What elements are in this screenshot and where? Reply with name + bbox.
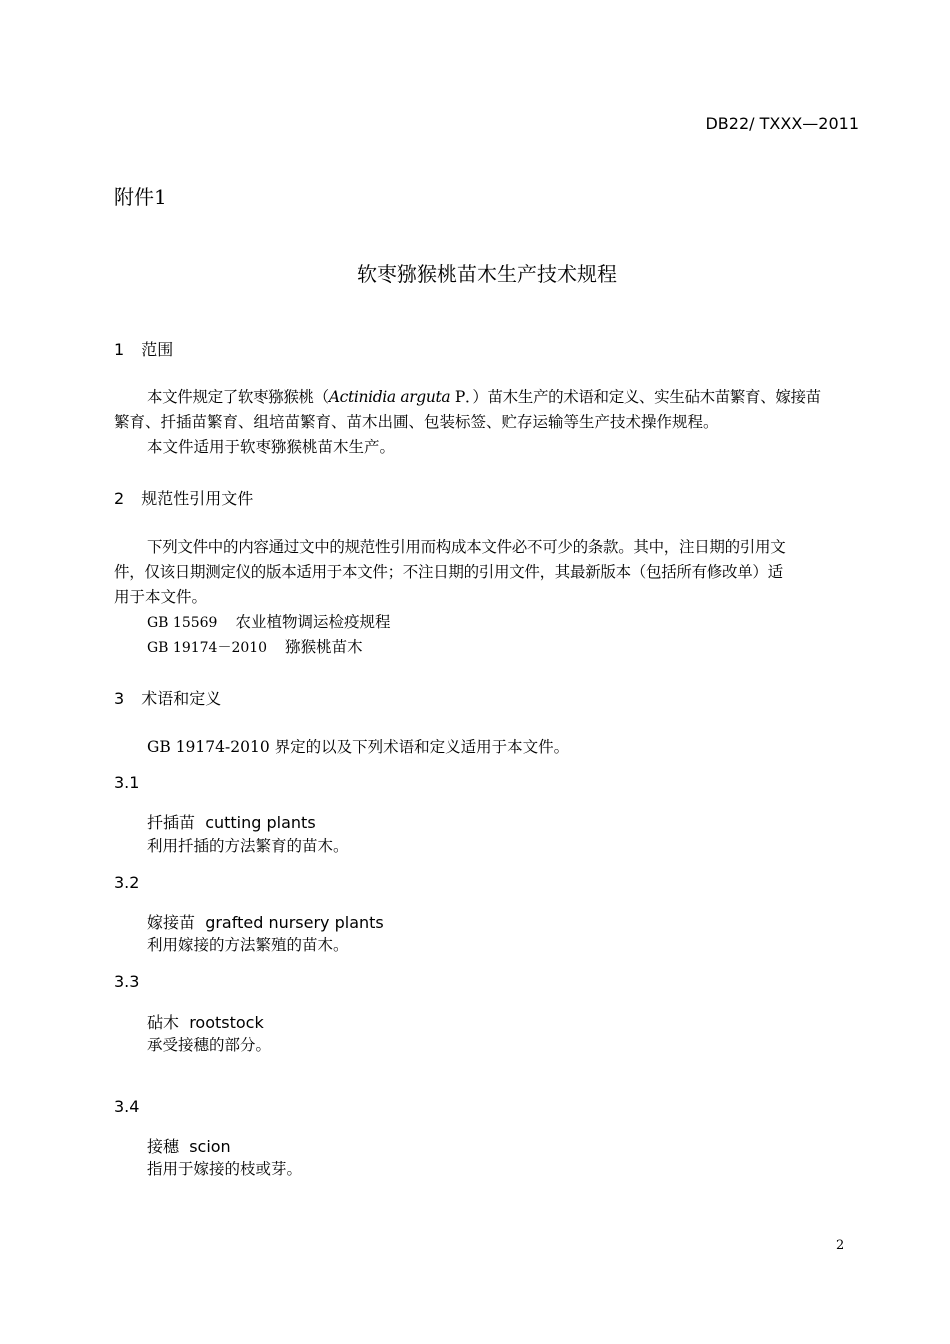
term-en: scion (189, 1137, 231, 1156)
term-en: rootstock (189, 1013, 264, 1032)
section-2-heading (114, 486, 253, 509)
term-definition: 利用扦插的方法繁育的苗木。 (147, 837, 349, 855)
references-line-1: 下列文件中的内容通过文中的规范性引用而构成本文件必不可少的条款。其中，注日期的引用文 (147, 538, 786, 556)
section-title: 术语和定义 (141, 689, 222, 708)
section-number: 2 (114, 489, 125, 508)
text: 本文件规定了软枣猕猴桃（ (147, 388, 329, 406)
reference-title: 农业植物调运检疫规程 (235, 613, 391, 631)
term-heading (147, 910, 384, 933)
annex-number: 1 (154, 185, 167, 209)
section-number: 1 (114, 340, 125, 359)
term-heading (147, 1010, 264, 1033)
reference-item (147, 610, 390, 632)
scope-paragraph-2: 本文件适用于软枣猕猴桃苗木生产。 (147, 438, 396, 456)
species-name: Actinidia arguta (328, 388, 451, 406)
section-title: 规范性引用文件 (141, 489, 254, 508)
section-number: 3 (114, 689, 125, 708)
term-zh: 砧木 (147, 1013, 180, 1032)
page-number: 2 (836, 1238, 845, 1253)
term-heading (147, 810, 316, 833)
scope-paragraph-line-2: 繁育、扦插苗繁育、组培苗繁育、苗木出圃、包装标签、贮存运输等生产技术操作规程。 (114, 413, 719, 431)
section-1-heading (114, 337, 173, 360)
document-code: DB22/ TXXX—2011 (705, 114, 859, 133)
term-number: 3.4 (114, 1097, 140, 1116)
document-title: 软枣猕猴桃苗木生产技术规程 (357, 262, 617, 286)
annex-text: 附件 (114, 185, 154, 209)
reference-code: GB 19174－2010 (147, 640, 268, 656)
references-line-2: 件，仅该日期测定仪的版本适用于本文件；不注日期的引用文件，其最新版本（包括所有修改单）适 (114, 563, 783, 581)
term-en: grafted nursery plants (205, 913, 384, 932)
section-3-heading (114, 686, 221, 709)
term-heading (147, 1134, 231, 1157)
terms-intro: GB 19174-2010 界定的以及下列术语和定义适用于本文件。 (147, 738, 570, 756)
term-zh: 接穗 (147, 1137, 180, 1156)
term-number: 3.1 (114, 773, 140, 792)
section-title: 范围 (141, 340, 174, 359)
term-number: 3.3 (114, 972, 140, 991)
term-definition: 承受接穗的部分。 (147, 1036, 272, 1054)
references-line-3: 用于本文件。 (114, 588, 208, 606)
reference-item (147, 635, 363, 657)
term-definition: 指用于嫁接的枝或芽。 (147, 1160, 303, 1178)
reference-title: 猕猴桃苗木 (285, 638, 363, 656)
term-zh: 嫁接苗 (147, 913, 196, 932)
annex-label (114, 181, 167, 210)
term-zh: 扦插苗 (147, 813, 196, 832)
term-number: 3.2 (114, 873, 140, 892)
text: P．）苗木生产的术语和定义、实生砧木苗繁育、嫁接苗 (450, 388, 821, 406)
term-en: cutting plants (205, 813, 316, 832)
scope-paragraph-line-1 (147, 385, 859, 407)
reference-code: GB 15569 (147, 615, 218, 631)
term-definition: 利用嫁接的方法繁殖的苗木。 (147, 936, 349, 954)
